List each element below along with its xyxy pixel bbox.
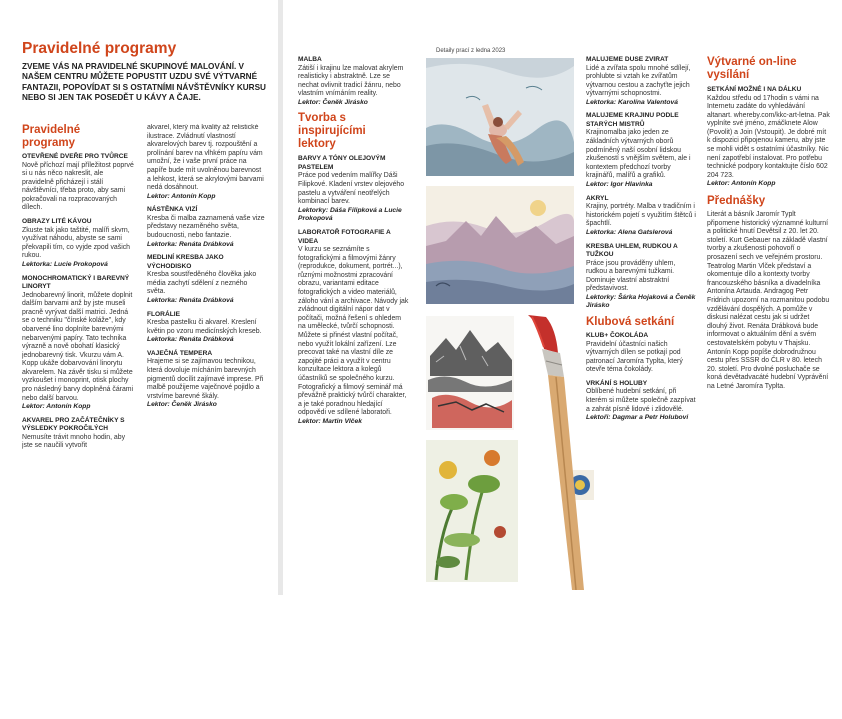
photo-caption: Detaily prací z ledna 2023 <box>436 48 506 54</box>
program-item <box>586 332 696 375</box>
lecturer: Lektor: Čeněk Jirásko <box>147 401 217 409</box>
item-heading: MALBA <box>298 56 322 63</box>
lecturer: Lektorka: Lucie Prokopová <box>22 260 108 268</box>
program-item <box>147 311 265 345</box>
item-text: Kresba soustředěného člověka jako média zachytí sdělení z nezného světa. <box>147 271 257 296</box>
item-text: akvarel, který má kvality až relistické ilustrace. Zvládnutí vlastností akvarelových barev tj. rozpouštění a prolínání barev na vlhkém papíru vám umožní, že i vaše první práce na papíře bude mít uvolněnou barevnost a lehkost, která se akrylovými barvami nedá dosáhnout. <box>147 124 264 192</box>
item-text: Kresba pastelku či akvarel. Kreslení květin po vzoru medicínských kreseb. <box>147 319 262 335</box>
right-column-1 <box>298 56 410 651</box>
item-text: Pravidelní účastníci našich výtvarných dílen se potkají pod patronací Jaromíra Typlta, který otevře téma čokolády. <box>586 340 683 374</box>
item-text: Každou středu od 17hodin s vámi na Internetu zadáte do vyhledávání altanart. whereby.com/kkc-art-letna. Pak vyplníte své jméno, zmáčknete Alow (Povolit) a Join (Vstoupit). Je dobré mít k dispozici připojenou kameru, aby jste se mohli vidět s ostatními účastníky. Nic není zapotřebí instalovat. Pro potřebu technické podpory kontaktujte číslo 602 204 723. <box>707 94 830 179</box>
section-title: Výtvarné on-line vysílání <box>707 56 797 81</box>
lecturer: Lektorka: Renáta Drábková <box>147 336 234 344</box>
item-heading: MONOCHROMATICKÝ I BAREVNÝ LINORYT <box>22 274 130 291</box>
item-heading: OTEVŘENÉ DVEŘE PRO TVŮRCE <box>22 153 128 160</box>
item-heading: FLORÁLIE <box>147 310 180 318</box>
item-heading: VAJEČNÁ TEMPERA <box>147 349 213 357</box>
left-page <box>0 0 278 595</box>
artwork-photo-diver <box>426 58 574 176</box>
lecturer: Lektorka: Alena Gatslerová <box>586 228 673 236</box>
program-item <box>298 155 410 224</box>
program-item <box>586 380 696 423</box>
artwork-photo-landscape <box>426 186 574 304</box>
item-text: Nově příchozí mají příležitost poprvé si u nás něco nakreslit, ale pravidelně přicházejí i stálí návštěvníci, třeba proto, aby sami pokračovali na rozpracovaných dílech. <box>22 161 134 212</box>
lecturer: Lektoři: Dagmar a Petr Holubovi <box>586 414 689 422</box>
section-title: Přednášky <box>707 195 766 208</box>
program-item <box>586 112 696 189</box>
item-text: Zkuste tak jako taštité, malíři skvrn, využívat náhodu, abyste se sami překvapili tím, co vyjde zpod vašich rukou. <box>22 226 130 260</box>
artwork-photo-plants <box>426 440 518 582</box>
item-heading: AKVAREL PRO ZAČÁTEČNÍKY S VÝSLEDKY POKROČILÝCH <box>22 416 125 433</box>
program-item <box>22 153 134 213</box>
item-text: V kurzu se seznámíte s fotografickými a filmovými žánry (reprodukce, dokument, portrét...), různými možnostmi zpracování obrazu, variantami editace fotografických a video materiálů, záloho vání a archivace. Návody jak zvládnout digitální nápor dat v počítači, možná řešení s ohledem na umělecké, tvůrčí schopnosti. Můžete si přinést vlastní počítač, nebo využít lokální zařízení. Lze precovat také na vlastní díle ze zapojité práci a využít v centru konzultace lektora a kolegů účastníků se společného kurzu. Fotografický a filmový seminář má převážně praktický tvůrčí charakter, a je také poradnou hledající odpovědi ve sdílené laboratoři. <box>298 246 409 417</box>
program-item <box>586 195 696 238</box>
lecturer: Lektor: Antonín Kopp <box>147 192 216 200</box>
item-heading: AKRYL <box>586 194 609 202</box>
item-heading: NÁSTĚNKA VIZÍ <box>147 206 198 214</box>
lecturer: Lektor: Martin Vlček <box>298 417 362 425</box>
intro-text: ZVEME VÁS NA PRAVIDELNÉ SKUPINOVÉ MALOVÁNÍ. V NAŠEM CENTRU MŮŽETE POPUSTIT UZDU SVÉ VÝTVARNÉ FANTAZII, POPOVÍDAT SI S OSTATNÍMI NÁVŠTĚVNÍKY KURSU NEBO SI JEN TAK POSEDĚT U KÁVY A ČAJE. <box>22 62 266 102</box>
section-title: Tvorba s inspirujícími lektory <box>298 112 366 151</box>
lecturer: Lektor: Čeněk Jirásko <box>298 98 368 106</box>
item-text: Hrajeme si se zajímavou technikou, která dovoluje mícháním barevných pigmentů docílit zajímavé impresе. Při malbě použijeme vaječnové pojidlo a vrstvíme barevné škály. <box>147 358 264 400</box>
item-text: Práce pod vedením malířky Dáši Filipkové. Kladení vrstev olejového pastelu a vytváření neotřelých kombinací barev. <box>298 172 405 206</box>
item-heading: MEDLINÍ KRESBA JAKO VÝCHODISKO <box>147 254 224 270</box>
program-item <box>22 218 134 269</box>
program-item <box>22 417 134 451</box>
lecturer: Lektorky: Dáša Filipková a Lucie Prokopová <box>298 206 402 223</box>
section-title: Klubová setkání <box>586 316 675 329</box>
program-item <box>147 206 265 249</box>
item-heading: KRESBA UHLEM, RUDKOU A TUŽKOU <box>586 242 678 258</box>
item-text: Literát a básník Jaromír Typlt připomene historický významné kulturní a politické hnutí Devětsil z 20. let 20. století. Kurt Gebauer na základě vlastní tvorby a zkušenosti pohovoří o prosazení sech ve veřejném prostoru. Teatrolog Martin Vlček představí a okomentuje dílo a kontexty tvorby francouzského básníka a divadelníka Antonína Artauda. Andragog Petr Fridrich upozorní na rozmanitou podobu vzdělávání dospělých. A pomůže v diskusi nalézat cestu jak si udržet dlouhý život. Renáta Drábková bude informovat o aktuálním dění a svém cestovatelském pobytu v Thajsku. Antonín Kopp popíše dobrodružnou cestu přes SSSR do ČLR v 80. letech 20. století. Pro dvolné posluchače se koná devětadvacáté hudební Vyprávění na Letné Jaromíra Typlta. <box>707 211 830 390</box>
program-item <box>586 56 696 107</box>
lecturer: Lektorky: Šárka Hojaková a Čeněk Jirásko <box>586 293 696 310</box>
lecturer: Lektorka: Renáta Drábková <box>147 240 234 248</box>
artwork-photo-ink-mountains <box>426 316 514 430</box>
item-text: Jednobarevný linorit, můžete doplnit dalším barvami anž by jste museli pracně vyrývat další matrici. Jedná se o techniku "čínské koláže", kdy obarvené lino doplníte barevnými nebarvenými papíry. Tato technika výrazně a nově obohatí klasický jednobarevný tisk. Vkurzu vám A. Kopp ukáže dobarvování linorytu akvarelem. Na závěr tisku si můžete vyzkoušet i monoprint, otisk plochy pro následný barvy doplněná čárami nebo další barvou. <box>22 291 134 402</box>
item-text: Nemusíte trávit mnoho hodin, aby jste se naučili vytvořit <box>22 433 126 450</box>
item-text: Zátiší i krajinu lze malovat akrylem realisticky i abstraktně. Lze se nechat ovlivnit tradicí žánru, nebo vlastním vnímáním reality. <box>298 64 404 98</box>
lecturer: Lektorka: Renáta Drábková <box>147 297 234 304</box>
right-column-4 <box>707 56 830 651</box>
item-text: Krajinomalba jako jeden ze základních výtvarných oborů podmíněný naší osobní lidskou zkušeností s vnějším světem, ale i kontextem předchozí tvorby krajinářů, malířů a grafiků. <box>586 129 691 180</box>
left-column-1 <box>22 124 134 719</box>
item-heading: SETKÁNÍ MOŽNÉ I NA DÁLKU <box>707 86 802 93</box>
program-item <box>298 229 410 426</box>
program-item <box>22 275 134 412</box>
left-column-2 <box>147 124 265 719</box>
item-heading: KLUB+ ČOKOLÁDA <box>586 332 649 340</box>
program-item <box>147 350 265 410</box>
item-text: Oblíbené hudební setkání, při kterém si můžete společně zazpívat a zahrát písně lidové i zlidovělé. <box>586 388 696 413</box>
item-text: Práce jsou prováděny uhlem, rudkou a barevnými tužkami. Dominuje vlastní abstraktní představivost. <box>586 259 676 293</box>
program-item <box>298 56 410 107</box>
program-item <box>147 254 265 305</box>
item-heading: LABORATOŘ FOTOGRAFIE A VIDEA <box>298 229 391 245</box>
program-item <box>586 243 696 312</box>
item-text: Lidé a zvířata spolu mnohé sdílejí, prohlubte si vztah ke zvířatům výtvarnou cestou a zachyťte jejich výtvarnými schopnostmi. <box>586 64 691 98</box>
section-title: Pravidelné programy <box>22 124 81 149</box>
item-heading: MALUJEME DUŠE ZVÍŘAT <box>586 56 669 63</box>
item-text: Krajiny, portréty. Malba v tradičním i historickém pojetí s využitím štětců i špachtlí. <box>586 203 696 228</box>
item-heading: BARVY A TÓNY OLEJOVÝM PASTELEM <box>298 155 386 171</box>
item-heading: VRKÁNÍ S HOLUBY <box>586 379 648 387</box>
page-title: Pravidelné programy <box>22 40 177 57</box>
lecturer: Lektorka: Karolína Valentová <box>586 98 678 106</box>
lecturer: Lektor: Antonín Kopp <box>707 180 776 188</box>
program-item <box>147 124 265 201</box>
right-column-3 <box>586 56 696 651</box>
item-heading: OBRAZY LITÉ KÁVOU <box>22 218 92 226</box>
lecturer: Lektor: Igor Hlavinka <box>586 181 653 189</box>
lecturer: Lektor: Antonín Kopp <box>22 403 91 411</box>
program-item <box>707 86 830 189</box>
item-heading: MALUJEME KRAJINU PODLE STARÝCH MISTRŮ <box>586 112 679 128</box>
item-text: Kresba či malba zaznamená vaše vize představy nezaměného světa, budoucnosti, nebo fantazie. <box>147 214 265 240</box>
